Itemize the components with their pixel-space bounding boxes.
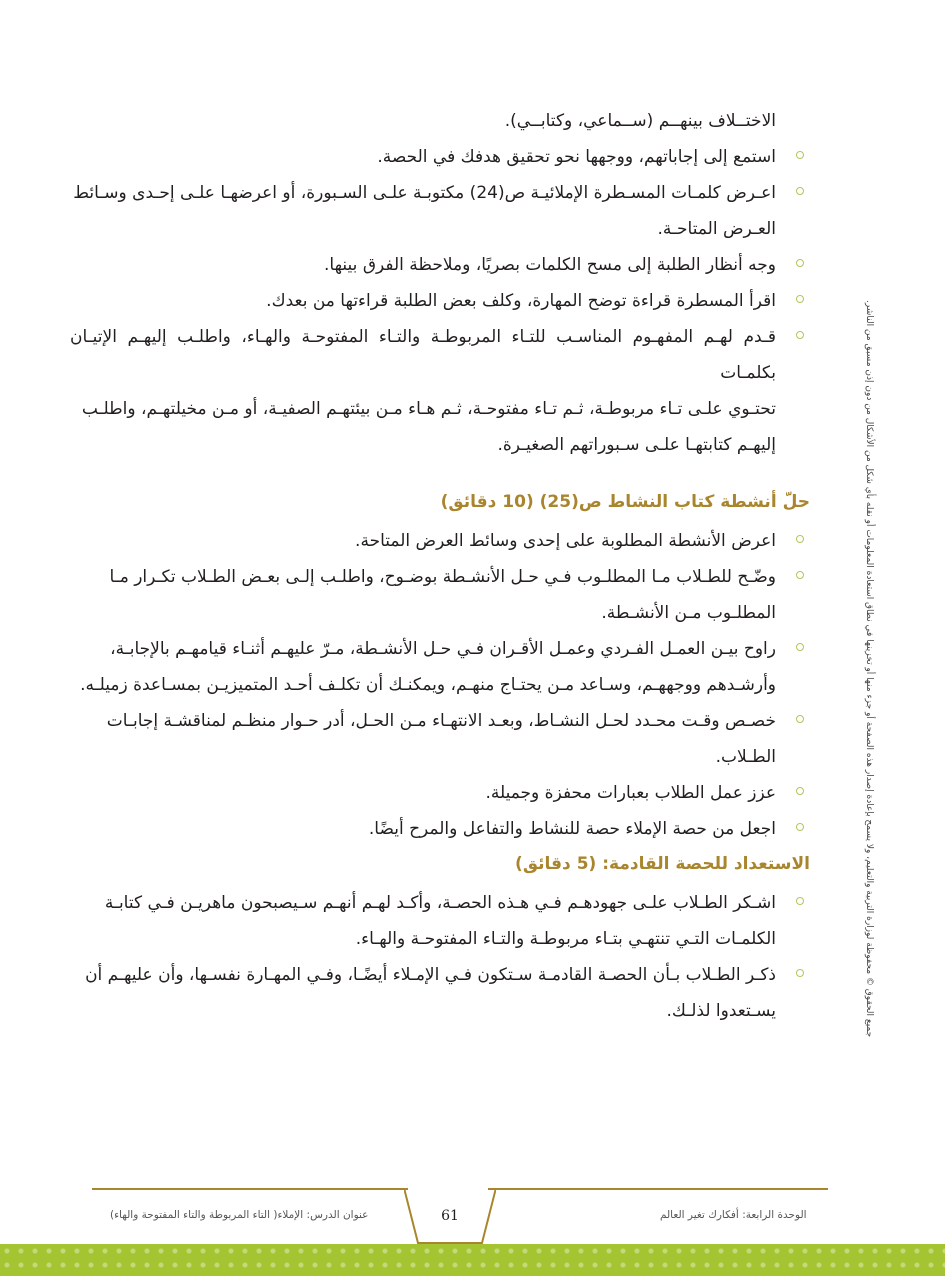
bullet-circle-icon — [796, 259, 804, 267]
bullet-line: خصـص وقـت محـدد لحـل النشـاط، وبعـد الانتهـاء مـن الحـل، أدر حـوار منظـم لمناقشـة إجابـات — [106, 711, 776, 731]
section-3-list — [70, 885, 810, 1029]
bullet-line: تحتـوي علـى تـاء مربوطـة، ثـم تـاء مفتوحـة، ثـم هـاء مـن بيئتهـم الصفيـة، أو مـن مخيلتهـم، واطلـب — [81, 399, 776, 419]
bullet-line: وجه أنظار الطلبة إلى مسح الكلمات بصريًا، وملاحظة الفرق بينها. — [324, 255, 776, 275]
bullet-line: إليهـم كتابتهـا علـى سـبوراتهم الصغيـرة. — [497, 435, 776, 455]
bullet-circle-icon — [796, 151, 804, 159]
bullet-line: العـرض المتاحـة. — [657, 219, 776, 239]
bullet-line: اعرض الأنشطة المطلوبة على إحدى وسائط العرض المتاحة. — [355, 531, 776, 551]
bullet-circle-icon — [796, 897, 804, 905]
bullet-line: اجعل من حصة الإملاء حصة للنشاط والتفاعل والمرح أيضًا. — [368, 819, 776, 839]
bullet-item — [70, 885, 810, 957]
bullet-line: الطـلاب. — [715, 747, 776, 767]
bullet-item — [70, 247, 810, 283]
bullet-item — [70, 523, 810, 559]
preparation-heading: الاستعداد للحصة القادمة: (5 دقائق) — [515, 854, 810, 874]
footer-lesson-title: عنوان الدرس: الإملاء( التاء المربوطة والتاء المفتوحة والهاء) — [110, 1209, 369, 1221]
bullet-line: ذكـر الطـلاب بـأن الحصـة القادمـة سـتكون فـي الإمـلاء أيضًـا، وفـي المهـارة نفسـها، وأن عليهـم أن — [85, 965, 776, 985]
bullet-item — [70, 775, 810, 811]
copyright-text: جميع الحقوق © محفوظة لوزارة التربية والتعليم، ولا يسمح بإعادة إصدار هذه الصفحة أو جزء منها أو تخزينها في نطاق استعادة المعلومات أو نقله بأي شكل من الأشكال من دون إذن مسبق من الناشر. — [864, 300, 874, 1038]
bullet-line: وضّـح للطـلاب مـا المطلـوب فـي حـل الأنشـطة بوضـوح، واطلـب إلـى بعـض الطـلاب تكـرار مـا — [109, 567, 776, 587]
bullet-circle-icon — [796, 571, 804, 579]
activity-heading: حلّ أنشطة كتاب النشاط ص(25) (10 دقائق) — [440, 492, 810, 512]
bullet-item — [70, 957, 810, 1029]
bullet-circle-icon — [796, 715, 804, 723]
bullet-line: يسـتعدوا لذلـك. — [666, 1001, 776, 1021]
bullet-line: استمع إلى إجاباتهم، ووجهها نحو تحقيق هدفك في الحصة. — [377, 147, 776, 167]
bullet-item — [70, 139, 810, 175]
bullet-circle-icon — [796, 535, 804, 543]
copyright-note — [864, 300, 882, 1038]
bullet-line: الكلمـات التـي تنتهـي بتـاء مربوطـة والتـاء المفتوحـة والهـاء. — [355, 929, 776, 949]
bullet-circle-icon — [796, 823, 804, 831]
bullet-item — [70, 703, 810, 775]
bullet-item — [70, 631, 810, 703]
bullet-circle-icon — [796, 643, 804, 651]
bullet-item — [70, 811, 810, 847]
bullet-line: وأرشـدهم ووجههـم، وسـاعد مـن يحتـاج منهـم، ويمكنـك أن تكلـف أحـد المتميزيـن بمسـاعدة زميلـه. — [80, 675, 776, 695]
intro-line: الاختــلاف بينهــم (ســماعي، وكتابــي). — [504, 111, 776, 131]
section-1-list — [70, 139, 810, 463]
section-2-list — [70, 523, 810, 847]
bullet-circle-icon — [796, 787, 804, 795]
bullet-line: اعـرض كلمـات المسـطرة الإملائيـة ص(24) مكتوبـة علـى السـبورة، أو اعرضهـا علـى إحـدى وسـائط — [73, 183, 776, 203]
footer-unit-title: الوحدة الرابعة: أفكارك تغير العالم — [660, 1209, 807, 1221]
bullet-line: المطلـوب مـن الأنشـطة. — [601, 603, 776, 623]
decorative-band-pattern — [0, 1244, 945, 1276]
bullet-item — [70, 559, 810, 631]
bullet-circle-icon — [796, 331, 804, 339]
bullet-line: راوح بيـن العمـل الفـردي وعمـل الأقـران فـي حـل الأنشـطة، مـرّ عليهـم أثنـاء قيامهـم بالإجابـة، — [110, 639, 776, 659]
bullet-item — [70, 283, 810, 319]
bullet-line: اقرأ المسطرة قراءة توضح المهارة، وكلف بعض الطلبة قراءتها من بعدك. — [266, 291, 776, 311]
bullet-circle-icon — [796, 187, 804, 195]
bullet-line: اشـكر الطـلاب علـى جهودهـم فـي هـذه الحصـة، وأكـد لهـم أنهـم سـيصبحون ماهريـن فـي كتابـة — [104, 893, 776, 913]
bullet-item — [70, 175, 810, 247]
bullet-circle-icon — [796, 295, 804, 303]
page-number: 61 — [441, 1208, 459, 1224]
bullet-circle-icon — [796, 969, 804, 977]
bullet-line: قـدم لهـم المفهـوم المناسـب للتـاء المربوطـة والتـاء المفتوحـة والهـاء، واطلـب إليهـم الإتيـان بكلمـات — [70, 327, 776, 383]
bullet-item — [70, 319, 810, 463]
lesson-content — [70, 104, 810, 1029]
footer-rule-right — [488, 1188, 828, 1190]
bullet-line: عزز عمل الطلاب بعبارات محفزة وجميلة. — [485, 783, 776, 803]
footer-rule-left — [92, 1188, 408, 1190]
